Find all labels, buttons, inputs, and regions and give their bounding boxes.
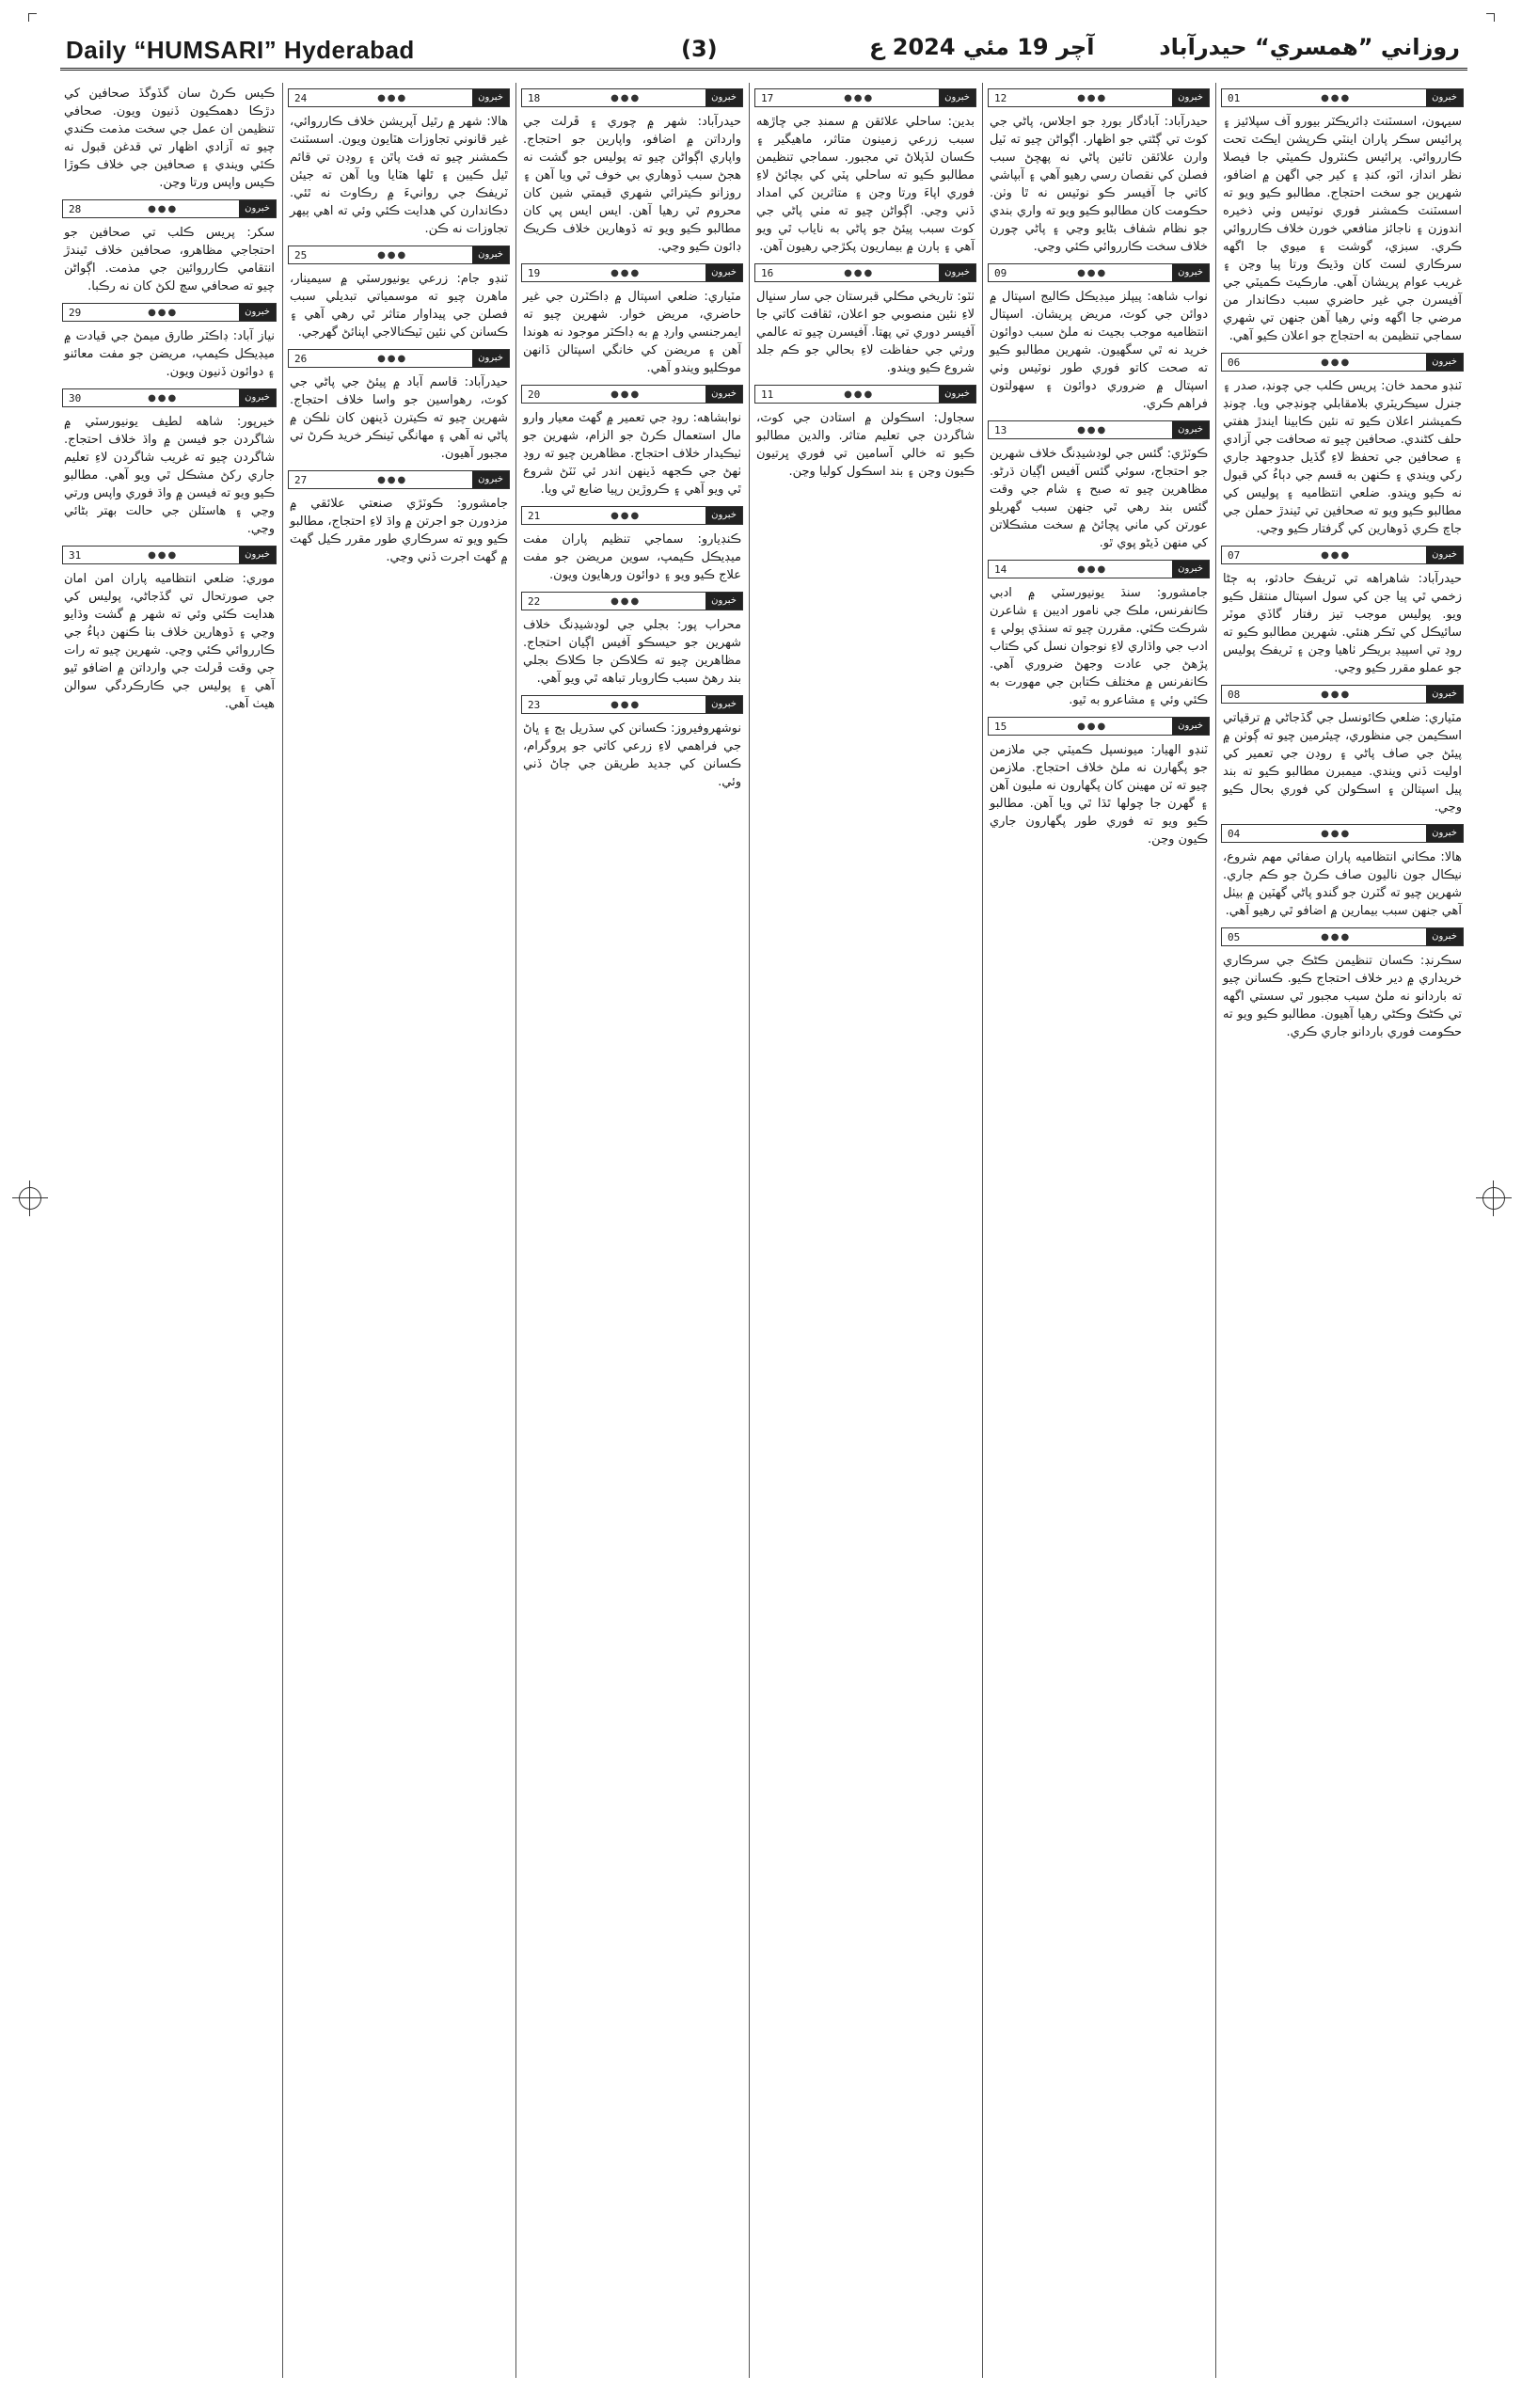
story-tag-label: خبرون <box>706 507 742 524</box>
story-number: 26 <box>294 352 308 365</box>
story-tag <box>288 349 510 368</box>
story-tag-label: خبرون <box>706 386 742 403</box>
story-tag <box>754 263 976 282</box>
story-text: خيرپور: شاهه لطيف يونيورسٽي ۾ شاگردن جو فيسن ۾ واڌ خلاف احتجاج. شاگردن چيو ته غريب شاگردن لاءِ تعليم جاري رکڻ مشڪل ٿي ويو آهي. مطالبو ڪيو ويو ته فيسن ۾ واڌ فوري واپس ورتي وڃي ۽ هاسٽلن جي حالت بهتر بڻائي وڃي. <box>64 415 275 536</box>
story-text: حيدرآباد: قاسم آباد ۾ پيئڻ جي پاڻي جي کوٽ، رهواسين جو واسا خلاف احتجاج. شهرين چيو ته ڪيترن ڏينهن کان نلڪن ۾ پاڻي نه آهي ۽ مهانگي ٽينڪر خريد ڪرڻ تي مجبور آهيون. <box>290 375 508 461</box>
story-tag-dots: ●●● <box>1077 92 1108 103</box>
issue-date: آچر 19 مئي 2024 ع <box>869 34 1095 60</box>
story-tag-dots: ●●● <box>844 92 875 103</box>
story-tag-dots: ●●● <box>1077 267 1108 278</box>
story-number: 28 <box>69 202 82 215</box>
story-tag-label: خبرون <box>939 89 975 106</box>
story-tag-dots: ●●● <box>844 388 875 400</box>
story-tag-label: خبرون <box>1172 89 1209 106</box>
story-tag-label: خبرون <box>239 200 276 217</box>
story-tag-dots: ●●● <box>148 549 179 561</box>
story-text: ٽنڊو جام: زرعي يونيورسٽي ۾ سيمينار، ماهرن چيو ته موسمياتي تبديلي سبب فصلن جي پيداوار متاثر ٿي رهي آهي ۽ ڪسانن کي نئين ٽيڪنالاجي اپنائڻ گهرجي. <box>290 272 508 340</box>
story-tag-dots: ●●● <box>1321 356 1352 368</box>
story-tag <box>1221 927 1464 946</box>
crop-mark-icon <box>1486 13 1495 22</box>
story-tag-dots: ●●● <box>1321 549 1352 561</box>
column-4 <box>519 83 745 2378</box>
story-tag-dots: ●●● <box>610 92 642 103</box>
story-tag-dots: ●●● <box>377 92 408 103</box>
story-number: 29 <box>69 306 82 319</box>
story-number: 06 <box>1228 356 1241 369</box>
story-tag-label: خبرون <box>472 89 509 106</box>
story-tag <box>988 420 1210 439</box>
story-tag <box>1221 88 1464 107</box>
story-tag <box>288 88 510 107</box>
story-tag-label: خبرون <box>1172 561 1209 578</box>
story-tag <box>1221 824 1464 843</box>
story-tag <box>1221 353 1464 372</box>
story-tag <box>988 560 1210 578</box>
story-number: 30 <box>69 391 82 404</box>
masthead-english-title: Daily “HUMSARI” Hyderabad <box>66 36 415 64</box>
story-tag <box>1221 546 1464 564</box>
story-text: نواب شاهه: پيپلز ميڊيڪل ڪاليج اسپتال ۾ دوائن جي کوٽ، مريض پريشان. اسپتال انتظاميه موجب بجيٽ نه ملڻ سبب دوائون خريد نه ٿي سگهيون. شهرين مطالبو ڪيو ته صحت کاتو فوري طور نوٽيس وٺي اسپتال ۾ ضروري دوائون ۽ سهولتون فراهم ڪري. <box>990 290 1208 411</box>
story-tag <box>521 592 743 610</box>
story-number: 20 <box>528 388 541 401</box>
story-text: ٺٽو: تاريخي مڪلي قبرستان جي سار سنڀال لاءِ نئين منصوبي جو اعلان، ثقافت کاتي جا آفيسر دوري تي پهتا. آفيسرن چيو ته عالمي ورثي جي حفاظت لاءِ بحالي جو ڪم جلد شروع ڪيو ويندو. <box>756 290 975 375</box>
story-tag <box>288 246 510 264</box>
story-tag-label: خبرون <box>706 696 742 713</box>
column-divider <box>515 83 516 2378</box>
story-number: 16 <box>761 266 774 279</box>
story-tag-label: خبرون <box>706 264 742 281</box>
story-number: 19 <box>528 266 541 279</box>
story-tag-dots: ●●● <box>1321 931 1352 943</box>
story-number: 17 <box>761 91 774 104</box>
story-number: 01 <box>1228 91 1241 104</box>
story-tag-label: خبرون <box>239 389 276 406</box>
column-1 <box>1219 83 1466 2378</box>
story-number: 11 <box>761 388 774 401</box>
story-tag <box>521 506 743 525</box>
story-text: سکر: پريس ڪلب تي صحافين جو احتجاجي مظاهرو، صحافين خلاف ٿيندڙ انتقامي ڪارروائين جي مذمت. اڳواڻن چيو ته صحافي سچ لکڻ کان نه رڪبا. <box>64 226 275 293</box>
story-text: هالا: مڪاني انتظاميه پاران صفائي مهم شروع، نيڪال جون ناليون صاف ڪرڻ جو ڪم جاري. شهرين چيو ته گٽرن جو گندو پاڻي گهٽين ۾ بيٺل آهي جنهن سبب بيمارين ۾ اضافو ٿي رهيو آهي. <box>1223 850 1462 918</box>
story-tag-label: خبرون <box>1426 89 1463 106</box>
masthead <box>60 30 1467 71</box>
story-tag-dots: ●●● <box>377 249 408 261</box>
story-text: نياز آباد: ڊاڪٽر طارق ميمڻ جي قيادت ۾ ميڊيڪل ڪيمپ، مريضن جو مفت معائنو ۽ دوائون ڏنيون ويون. <box>64 329 275 379</box>
story-tag <box>521 385 743 404</box>
story-text: موري: ضلعي انتظاميه پاران امن امان جي صورتحال تي گڏجاڻي، پوليس کي هدايت ڪئي وئي ته شهر ۾ گشت وڌايو وڃي ۽ ڏوهارين خلاف بنا ڪنهن دٻاءُ جي ڪارروائي ڪئي وڃي. شهرين چيو ته رات جي وقت ڦرلٽ جي وارداتن ۾ اضافو ٿيو آهي ۽ پوليس جي ڪارڪردگي سوالن هيٺ آهي. <box>64 572 275 711</box>
story-tag-label: خبرون <box>1426 354 1463 371</box>
story-number: 08 <box>1228 688 1241 701</box>
story-tag-dots: ●●● <box>1077 721 1108 732</box>
story-text: هالا: شهر ۾ رٿيل آپريشن خلاف ڪارروائي، غير قانوني تجاوزات هٽايون ويون. اسسٽنٽ ڪمشنر چيو ته فٽ پاٿن ۽ روڊن تي قائم ٿيل ڪيبن ۽ ٿلها هٽايا ويا آهن ته جيئن ٽريفڪ جي روانيءَ ۾ رڪاوٽ نه ٿئي. دڪاندارن کي هدايت ڪئي وئي ته اهي ٻيهر تجاوزات نه ڪن. <box>290 115 508 236</box>
story-text: حيدرآباد: شاهراهه تي ٽريفڪ حادثو، ٻه ڄڻا زخمي ٿي پيا جن کي سول اسپتال منتقل ڪيو ويو. پوليس موجب تيز رفتار گاڏي موٽر سائيڪل کي ٽڪر هنئي. شهرين مطالبو ڪيو ته روڊ تي اسپيڊ بريڪر ٺاهيا وڃن ۽ ٽريفڪ پوليس جو عملو مقرر ڪيو وڃي. <box>1223 572 1462 675</box>
story-text: نوشهروفيروز: ڪسانن کي سڌريل ٻج ۽ ڀاڻ جي فراهمي لاءِ زرعي کاتي جو پروگرام، ڪسانن کي جديد طريقن جي ڄاڻ ڏني وئي. <box>523 721 741 789</box>
story-number: 23 <box>528 698 541 711</box>
story-tag <box>62 303 277 322</box>
story-tag-dots: ●●● <box>610 595 642 607</box>
story-tag-label: خبرون <box>706 89 742 106</box>
story-number: 25 <box>294 248 308 261</box>
story-number: 27 <box>294 473 308 486</box>
story-tag-label: خبرون <box>472 350 509 367</box>
story-tag <box>288 470 510 489</box>
story-tag-dots: ●●● <box>1321 92 1352 103</box>
story-text: جامشورو: ڪوٽڙي صنعتي علائقي ۾ مزدورن جو اجرتن ۾ واڌ لاءِ احتجاج، مطالبو ڪيو ويو ته سرڪاري طور مقرر ڪيل گهٽ ۾ گهٽ اجرت ڏني وڃي. <box>290 497 508 564</box>
story-tag <box>521 88 743 107</box>
story-tag <box>1221 685 1464 704</box>
story-number: 12 <box>994 91 1007 104</box>
story-number: 18 <box>528 91 541 104</box>
story-tag-dots: ●●● <box>610 699 642 710</box>
column-divider <box>982 83 983 2378</box>
story-tag-label: خبرون <box>472 246 509 263</box>
story-tag-label: خبرون <box>1172 718 1209 735</box>
registration-mark-icon <box>1482 1187 1505 1210</box>
story-tag <box>988 88 1210 107</box>
story-text: ڪنڊيارو: سماجي تنظيم پاران مفت ميڊيڪل ڪيمپ، سوين مريضن جو مفت علاج ڪيو ويو ۽ دوائون ورهايون ويون. <box>523 532 741 582</box>
story-tag <box>754 385 976 404</box>
story-tag-dots: ●●● <box>1077 563 1108 575</box>
story-tag-label: خبرون <box>1172 421 1209 438</box>
story-tag-label: خبرون <box>1426 928 1463 945</box>
column-3 <box>753 83 978 2378</box>
story-tag-dots: ●●● <box>610 267 642 278</box>
story-tag <box>62 388 277 407</box>
story-tag-dots: ●●● <box>148 307 179 318</box>
story-text: ڪيس ڪرڻ سان گڏوگڏ صحافين کي دڙڪا دهمڪيون ڏنيون ويون. صحافي تنظيمن ان عمل جي سخت مذمت ڪندي چيو ته آزادي اظهار تي قدغن قبول نه ڪئي ويندي ۽ صحافين جي خلاف ڪوڙا ڪيس واپس ورتا وڃن. <box>64 87 275 190</box>
column-2 <box>986 83 1212 2378</box>
column-divider <box>749 83 750 2378</box>
story-tag-dots: ●●● <box>610 388 642 400</box>
story-number: 09 <box>994 266 1007 279</box>
masthead-sindhi-title: روزاني ”همسري“ حيدرآباد <box>1159 34 1460 60</box>
story-text: سڪرنڊ: ڪسان تنظيمن ڪڻڪ جي سرڪاري خريداري ۾ دير خلاف احتجاج ڪيو. ڪسانن چيو ته باردانو نه ملڻ سبب مجبور ٿي سستي اگهه تي ڪڻڪ وڪڻي رهيا آهيون. مطالبو ڪيو ويو ته حڪومت فوري باردانو جاري ڪري. <box>1223 954 1462 1039</box>
story-number: 15 <box>994 720 1007 733</box>
story-tag <box>62 546 277 564</box>
column-5 <box>286 83 512 2378</box>
story-tag <box>62 199 277 218</box>
story-tag <box>754 88 976 107</box>
story-tag-label: خبرون <box>1426 686 1463 703</box>
story-number: 07 <box>1228 548 1241 562</box>
story-tag-dots: ●●● <box>610 510 642 521</box>
story-tag-dots: ●●● <box>1321 689 1352 700</box>
story-text: مٽياري: ضلعي اسپتال ۾ ڊاڪٽرن جي غير حاضري، مريض خوار. شهرين چيو ته ايمرجنسي وارڊ ۾ به ڊاڪٽر موجود نه هوندا آهن ۽ مريضن کي خانگي اسپتالن ڏانهن موڪليو ويندو آهي. <box>523 290 741 375</box>
story-tag-label: خبرون <box>472 471 509 488</box>
column-divider <box>1215 83 1216 2378</box>
story-text: سجاول: اسڪولن ۾ استادن جي کوٽ، شاگردن جي تعليم متاثر. والدين مطالبو ڪيو ته خالي آسامين تي فوري ڀرتيون ڪيون وڃن ۽ بند اسڪول کوليا وڃن. <box>756 411 975 479</box>
story-tag-dots: ●●● <box>148 203 179 214</box>
story-number: 24 <box>294 91 308 104</box>
story-tag-label: خبرون <box>1426 547 1463 563</box>
story-tag-dots: ●●● <box>377 474 408 485</box>
story-tag <box>988 717 1210 736</box>
story-text: ٽنڊو محمد خان: پريس ڪلب جي چونڊ، صدر ۽ جنرل سيڪريٽري بلامقابلي چونڊجي ويا. چونڊ ڪميشنر اعلان ڪيو ته نئين ڪابينا ايندڙ هفتي حلف کڻندي. صحافين چيو ته صحافت جي آزادي ۽ صحافين جي تحفظ لاءِ گڏيل جدوجهد جاري رکي ويندي ۽ ڪنهن به قسم جي دٻاءُ کي قبول نه ڪيو ويندو. ضلعي انتظاميه ۽ پوليس کي مطالبو ڪيو ويو ته صحافين تي ٿيندڙ حملن جي جاچ ڪري ڏوهارين کي گرفتار ڪيو وڃي. <box>1223 379 1462 536</box>
story-text: حيدرآباد: آبادگار بورڊ جو اجلاس، پاڻي جي کوٽ تي ڳڻتي جو اظهار. اڳواڻن چيو ته ٽيل وارن علائقن تائين پاڻي نه پهچڻ سبب فصلن کي نقصان رسي رهيو آهي ۽ آبپاشي کاتي جا آفيسر ڪو نوٽيس نه ٿا وٺن. حڪومت کان مطالبو ڪيو ويو ته واري بندي جو نظام شفاف بڻايو وڃي ۽ پاڻي چورن خلاف سخت ڪارروائي ڪئي وڃي. <box>990 115 1208 254</box>
story-text: جامشورو: سنڌ يونيورسٽي ۾ ادبي ڪانفرنس، ملڪ جي نامور اديبن ۽ شاعرن شرڪت ڪئي. مقررن چيو ته سنڌي ٻولي ۽ ادب جي واڌاري لاءِ نوجوان نسل کي ڪتاب پڙهڻ جي عادت وجهڻ ضروري آهي. ڪانفرنس ۾ مختلف ڪتابن جي مهورت به ڪئي وئي ۽ مشاعرو به ٿيو. <box>990 586 1208 707</box>
story-number: 31 <box>69 548 82 562</box>
story-number: 13 <box>994 423 1007 436</box>
story-tag-dots: ●●● <box>844 267 875 278</box>
registration-mark-icon <box>19 1187 41 1210</box>
story-number: 14 <box>994 562 1007 576</box>
story-tag-label: خبرون <box>706 593 742 610</box>
column-divider <box>282 83 283 2378</box>
story-number: 05 <box>1228 930 1241 943</box>
story-tag <box>988 263 1210 282</box>
story-number: 21 <box>528 509 541 522</box>
story-text: مٽياري: ضلعي ڪائونسل جي گڏجاڻي ۾ ترقياتي اسڪيمن جي منظوري، چيئرمين چيو ته ڳوٺن ۾ پيئڻ جي صاف پاڻي ۽ روڊن جي تعمير کي اوليت ڏني ويندي. ميمبرن مطالبو ڪيو ته بند پيل اسپتالن ۽ اسڪولن کي فوري بحال ڪيو وڃي. <box>1223 711 1462 815</box>
story-tag-dots: ●●● <box>377 353 408 364</box>
story-text: محراب پور: بجلي جي لوڊشيڊنگ خلاف شهرين جو حيسڪو آفيس اڳيان احتجاج. مظاهرين چيو ته ڪلاڪن جا ڪلاڪ بجلي بند رهڻ سبب ڪاروبار تباهه ٿي ويو آهي. <box>523 618 741 686</box>
story-tag-label: خبرون <box>939 264 975 281</box>
story-text: نوابشاهه: روڊ جي تعمير ۾ گهٽ معيار وارو مال استعمال ڪرڻ جو الزام، شهرين جو ٺيڪيدار خلاف احتجاج. مظاهرين چيو ته روڊ ٺهڻ جي ڪجهه ڏينهن اندر ئي ٽٽڻ شروع ٿي ويو آهي ۽ ڪروڙين رپيا ضايع ٿي ويا. <box>523 411 741 497</box>
story-tag-label: خبرون <box>1172 264 1209 281</box>
story-number: 22 <box>528 594 541 608</box>
story-text: ٽنڊو الهيار: ميونسپل ڪميٽي جي ملازمن جو پگهارن نه ملڻ خلاف احتجاج. ملازمن چيو ته ٽن مهينن کان پگهارون نه مليون آهن ۽ گهرن جا چولها ٿڌا ٿي ويا آهن. مطالبو ڪيو ويو ته فوري طور پگهارون جاري ڪيون وڃن. <box>990 743 1208 847</box>
story-tag-label: خبرون <box>239 547 276 563</box>
story-tag-dots: ●●● <box>148 392 179 404</box>
story-tag-label: خبرون <box>939 386 975 403</box>
story-tag <box>521 695 743 714</box>
crop-mark-icon <box>28 13 37 22</box>
story-tag <box>521 263 743 282</box>
story-number: 04 <box>1228 827 1241 840</box>
story-tag-label: خبرون <box>239 304 276 321</box>
story-tag-dots: ●●● <box>1321 828 1352 839</box>
story-text: حيدرآباد: شهر ۾ چوري ۽ ڦرلٽ جي وارداتن ۾ اضافو، واپارين جو احتجاج. واپاري اڳواڻن چيو ته پوليس جو گشت نه هجڻ سبب ڏوهاري بي خوف ٿي ويا آهن ۽ روزانو ڪيترائي شهري قيمتي شين کان محروم ٿي رهيا آهن. ايس ايس پي کان مطالبو ڪيو ويو ته ڏوهارين خلاف ڪريڪ ڊائون ڪيو وڃي. <box>523 115 741 254</box>
story-tag-dots: ●●● <box>1077 424 1108 436</box>
page-number: (3) <box>681 36 718 62</box>
story-tag-label: خبرون <box>1426 825 1463 842</box>
story-text: سيہون، اسسٽنٽ ڊائريڪٽر بيورو آف سپلائيز ۽ پرائيس سڪر پاران اينٽي ڪرپشن ايڪٽ تحت ڪارروائي. پرائيس ڪنٽرول ڪميٽي جا فيصلا نظر انداز، اٽو، کنڊ ۽ کير جي اگهن ۾ اضافو، شهرين جو سخت احتجاج. مطالبو ڪيو ويو ته اسسٽنٽ ڪمشنر فوري نوٽيس وٺي ذخيره اندوزن ۽ ناجائز منافعي خورن خلاف ڪارروائي ڪري. سبزي، گوشت ۽ ميوي جا اگهه سرڪاري لسٽ کان وڌيڪ ورتا پيا وڃن ۽ غريب عوام پريشان آهي. مارڪيٽ ڪميٽي جي آفيسرن جي غير حاضري سبب دڪاندار من مرضي جا اگهه وٺي رهيا آهن جنهن تي شهري سماجي تنظيمن به احتجاج جو اعلان ڪيو آهي. <box>1223 115 1462 343</box>
story-text: بدين: ساحلي علائقن ۾ سمنڊ جي چاڙهه سبب زرعي زمينون متاثر، ماهيگير ۽ ڪسان لڏپلاڻ تي مجبور. سماجي تنظيمن مطالبو ڪيو ته ساحلي پٽي کي بچائڻ لاءِ فوري اپاءَ ورتا وڃن ۽ متاثرين کي امداد ڏني وڃي. اڳواڻن چيو ته مٺي پاڻي جي کوٽ سبب پيئڻ جو پاڻي به ناياب ٿي ويو آهي ۽ ٻارن ۾ بيماريون پکڙجي رهيون آهن. <box>756 115 975 254</box>
story-text: ڪوٽڙي: گئس جي لوڊشيڊنگ خلاف شهرين جو احتجاج، سوئي گئس آفيس اڳيان ڌرڻو. مظاهرين چيو ته صبح ۽ شام جي وقت گئس بند رهي ٿي جنهن سبب گهريلو عورتن کي ماني پچائڻ ۾ سخت مشڪلاتن کي منهن ڏيڻو پوي ٿو. <box>990 447 1208 550</box>
column-6 <box>60 83 278 2378</box>
